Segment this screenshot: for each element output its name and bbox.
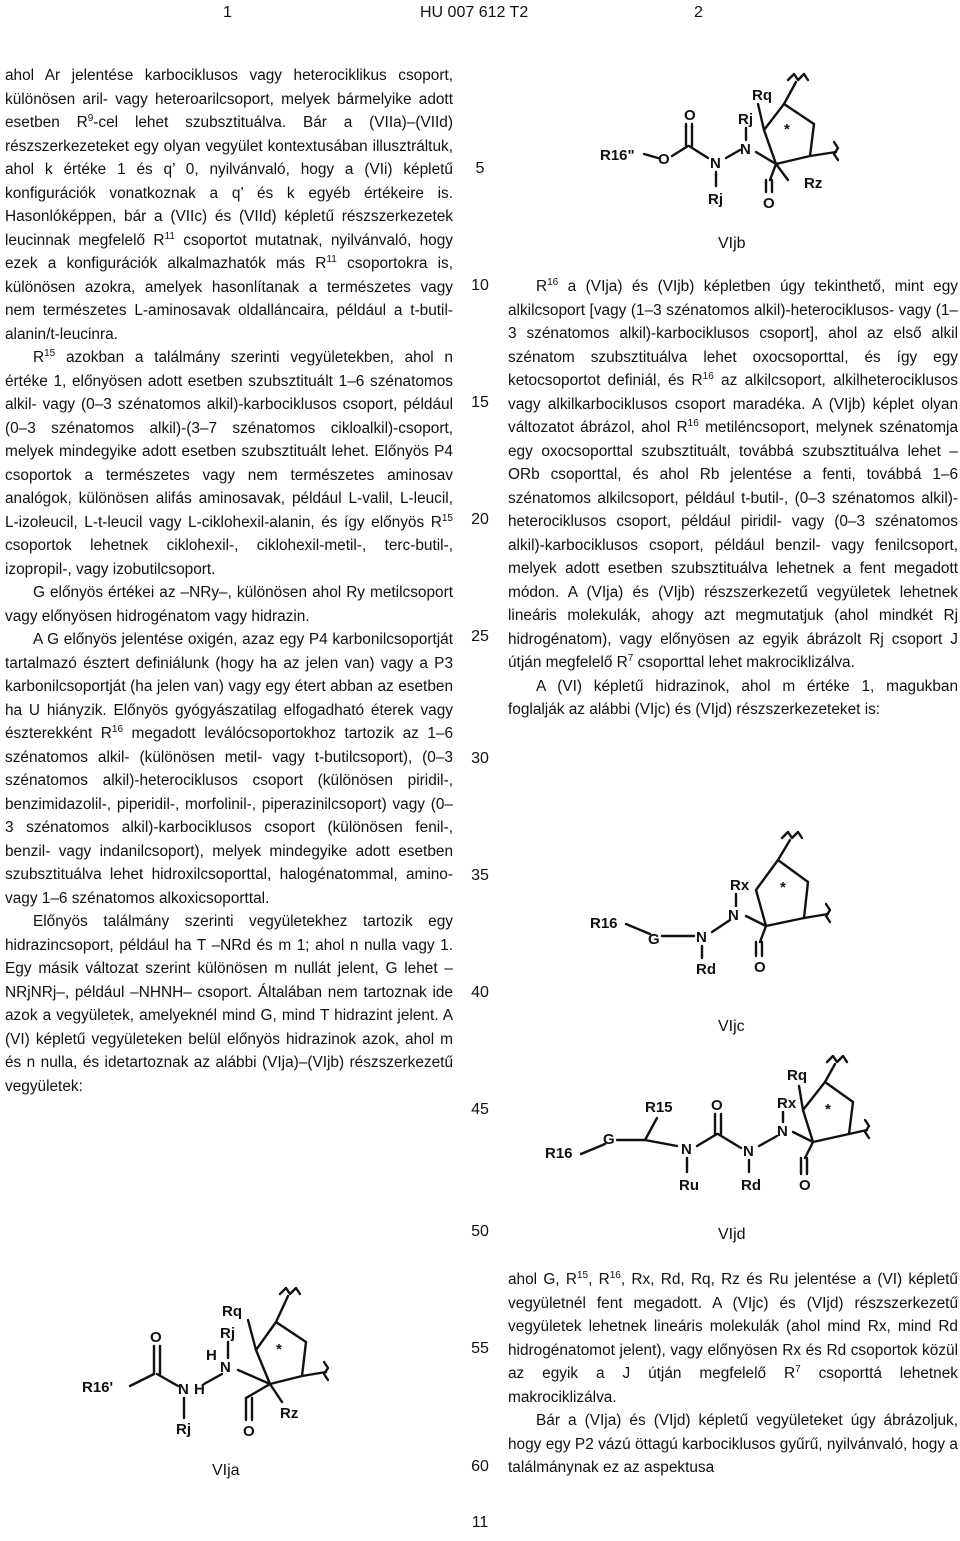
atom-label: O xyxy=(658,151,670,168)
atom-label: N xyxy=(777,1123,788,1140)
line-number: 20 xyxy=(471,511,489,528)
page-footer-number: 11 xyxy=(471,1514,489,1531)
paragraph: A G előnyös jelentése oxigén, azaz egy P4 karbonilcsoportját tartalmazó észtert definiálunk (hogy ha az jelen van) vagy a P3 karbonilcsoportját (ha jelen van) vagy egy étert abban az esetben ha U hiányzik. Előnyös gyógyászatilag elfogadható éterek vagy észterekként $R^{16}$ megadott leválócsoportokhoz tartozik az 1–6 szénatomos alkil- (különösen metil- vagy t-butilcsoport), (0–3 szénatomos alkil)-heterociklusos csoport (különösen piridil-, benzimidazolil-, piperidil-, morfolinil-, piperazinilcsoport) vagy (0–3 szénatomos alkil)-karbociklusos csoport (különösen fenil-, benzil- vagy indanilcsoport), melyek mindegyike adott esetben szubsztituálva lehet hidroxilcsoporttal, halogénatommal, amino- vagy 1–6 szénatomos alkoxicsoporttal. xyxy=(5,631,454,907)
atom-label: N xyxy=(710,155,721,172)
atom-label: O xyxy=(684,107,696,124)
atom-label: N xyxy=(728,907,739,924)
atom-label: N xyxy=(743,1143,754,1160)
atom-label: Rd xyxy=(696,961,716,978)
atom-label: R16 xyxy=(545,1145,573,1162)
structure-label: VIjb xyxy=(718,235,746,252)
paragraph: ahol Ar jelentése karbociklusos vagy heterociklikus csoport, különösen aril- vagy heteroarilcsoport, melyek bármelyike adott esetben $R^9$-cel lehet szubsztituálva. Bár a (VIIa)–(VIId) részszerkezeteket egy olyan vegyület kontextusában illusztráltuk, ahol k értéke 1 és q’ 0, nyilvánvaló, hogy a (VIi) képletű konfigurációk vonatkoznak a q’ és k egyéb értékeire is. Hasonlóképpen, bár a (VIIc) és (VIId) képletű részszerkezetek leucinnak megfelelő $R^{11}$ csoportot mutatnak, nyilvánvaló, hogy ezek a konfigurációk alkalmazhatók más $R^{11}$ csoportokra is, különösen azokra, amelyek hasonlítanak a természetes vagy nem természetes L-aminosavak oldalláncaira, például a t-butil-alanin/t-leucinra. xyxy=(5,67,454,343)
atom-label: N xyxy=(178,1381,189,1398)
page-number-right: 2 xyxy=(694,4,703,21)
atom-label: Ru xyxy=(679,1177,699,1194)
line-number: 40 xyxy=(471,984,489,1001)
right-column-upper xyxy=(508,275,958,722)
line-number: 30 xyxy=(471,750,489,767)
document-id: HU 007 612 T2 xyxy=(420,4,529,21)
line-number: 15 xyxy=(471,394,489,411)
atom-label: O xyxy=(711,1097,723,1114)
line-number: 50 xyxy=(471,1223,489,1240)
right-column-lower xyxy=(508,1268,958,1480)
paragraph: $R^{15}$ azokban a találmány szerinti vegyületekben, ahol n értéke 1, előnyösen adott esetben szubsztituált 1–6 szénatomos alkil- vagy (0–3 szénatomos alkil)-karbociklusos csoport, például (0–3 szénatomos alkil)-(3–7 szénatomos cikloalkil)-csoport, melyek mindegyike adott esetben szubsztituált lehet. Előnyös P4 csoportok a természetes vagy nem természetes aminosav analógok, különösen alifás aminosavak, például L-valil, L-leucil, L-izoleucil, L-t-leucil vagy L-ciklohexil-alanin, és így előnyös $R^{15}$ csoportok lehetnek ciklohexil-, ciklohexil-metil-, terc-butil-, izopropil-, vagy izobutilcsoport. xyxy=(5,347,453,578)
structure-vijc xyxy=(590,832,850,982)
atom-label: R16 xyxy=(590,915,618,932)
paragraph: A (VI) képletű hidrazinok, ahol m értéke 1, magukban foglalják az alábbi (VIjc) és (VIjd) részszerkezeteket is: xyxy=(508,677,958,718)
atom-label: R16" xyxy=(600,147,635,164)
atom-label: H xyxy=(206,1347,217,1364)
atom-label: O xyxy=(243,1423,255,1440)
line-number: 35 xyxy=(471,867,489,884)
atom-label: Rj xyxy=(176,1421,191,1438)
page-number-left: 1 xyxy=(223,4,232,21)
atom-label: N xyxy=(220,1359,231,1376)
atom-label: * xyxy=(780,879,786,896)
atom-label: G xyxy=(603,1131,615,1148)
atom-label: O xyxy=(150,1329,162,1346)
paragraph: Előnyös találmány szerinti vegyületekhez tartozik egy hidrazincsoport, például ha T –NRd és m 1; ahol n nulla vagy 1. Egy másik változat szerint különösen m nullát jelent, G lehet –NRjNRj–, például –NHNH– csoport. Általában nem tartoznak ide azok a vegyületek, amelyeknél mind G, mind T hidrazint jelent. A (VI) képletű vegyületeken belül előnyös hidrazinok azok, ahol m és n nulla, és idetartoznak az alábbi (VIja)–(VIjb) részszerkezetű vegyületek: xyxy=(5,913,453,1095)
atom-label: Rz xyxy=(804,175,823,192)
atom-label: * xyxy=(784,121,790,138)
atom-label: O xyxy=(799,1177,811,1194)
atom-label: Rx xyxy=(730,877,750,894)
line-number: 45 xyxy=(471,1101,489,1118)
atom-label: * xyxy=(276,1341,282,1358)
paragraph: $R^{16}$ a (VIja) és (VIjb) képletben úgy tekinthető, mint egy alkilcsoport [vagy (1–3 szénatomos alkil)-heterociklusos- vagy (1–3 szénatomos alkil)-karbociklusos csoport], ahol az első alkil szénatom szubsztituálva lehet oxocsoporttal, és így egy ketocsoportot definiál, és $R^{16}$ az alkilcsoport, alkilheterociklusos vagy alkilkarbociklusos csoport maradéka. A (VIjb) képlet olyan változatot ábrázol, ahol $R^{16}$ metiléncsoport, melynek szénatomja egy oxocsoporttal szubsztituált, továbbá szubsztituálva lehet –ORb csoporttal, és ahol Rb jelentése a fenti, továbbá 1–6 szénatomos alkilcsoport, például t-butil-, (0–3 szénatomos alkil)-heterociklusos csoport, például piridil- vagy (0–3 szénatomos alkil)-karbociklusos csoport, például benzil- vagy fenilcsoport, melyek adott esetben szubsztituálva lehetnek a fent megadott módon. A (VIja) és (VIjb) részszerkezetű vegyületek lehetnek lineáris molekulák, ahogy azt megmutatjuk (ahol mindkét Rj hidrogénatom), vagy előnyösen az egyik ábrázolt Rj csoport J útján megfelelő $R^7$ csoporttal lehet makrociklizálva. xyxy=(508,276,958,671)
structure-vija xyxy=(80,1280,380,1450)
paragraph: Bár a (VIja) és (VIjd) képletű vegyületeket úgy ábrázoljuk, hogy egy P2 vázú öttagú karbociklusos gyűrű, nyilvánvaló, hogy a találmánynak ez az aspektusa xyxy=(508,1412,958,1476)
atom-label: Rz xyxy=(280,1405,299,1422)
atom-label: Rj xyxy=(708,191,723,208)
atom-label: Rq xyxy=(787,1067,807,1084)
structure-vijb xyxy=(600,80,880,230)
atom-label: N xyxy=(696,929,707,946)
structure-label: VIjd xyxy=(718,1226,746,1243)
structure-label: VIjc xyxy=(718,1018,745,1035)
paragraph: ahol G, $R^{15}$, $R^{16}$, Rx, Rd, Rq, Rz és Ru jelentése a (VI) képletű vegyületnél fent megadott. A (VIjc) és (VIjd) részszerkezetű vegyületek lehetnek lineáris molekulák (ahol mind Rx, mind Rd hidrogénatomot jelent), vagy előnyösen Rx és Rd csoportok közül az egyik a J útján megfelelő $R^7$ csoporttá lehetnek makrociklizálva. xyxy=(508,1269,958,1406)
atom-label: O xyxy=(754,959,766,976)
atom-label: Rx xyxy=(777,1095,797,1112)
line-number: 25 xyxy=(471,628,489,645)
line-number: 10 xyxy=(471,277,489,294)
left-column xyxy=(5,64,453,1098)
line-number: 55 xyxy=(471,1340,489,1357)
atom-label: H xyxy=(194,1381,205,1398)
atom-label: Rj xyxy=(738,111,753,128)
atom-label: * xyxy=(825,1101,831,1118)
atom-label: Rj xyxy=(220,1325,235,1342)
atom-label: G xyxy=(648,931,660,948)
atom-label: R16' xyxy=(82,1379,114,1396)
line-number: 5 xyxy=(475,160,485,177)
atom-label: Rq xyxy=(222,1303,242,1320)
line-number: 60 xyxy=(471,1458,489,1475)
structure-vijd xyxy=(545,1062,875,1212)
atom-label: R15 xyxy=(645,1099,673,1116)
atom-label: O xyxy=(763,195,775,212)
atom-label: N xyxy=(681,1141,692,1158)
paragraph: G előnyös értékei az –NRy–, különösen ahol Ry metilcsoport vagy előnyösen hidrogénatom vagy hidrazin. xyxy=(5,584,453,625)
atom-label: Rq xyxy=(752,87,772,104)
atom-label: N xyxy=(740,141,751,158)
atom-label: Rd xyxy=(741,1177,761,1194)
structure-label: VIja xyxy=(212,1462,240,1479)
